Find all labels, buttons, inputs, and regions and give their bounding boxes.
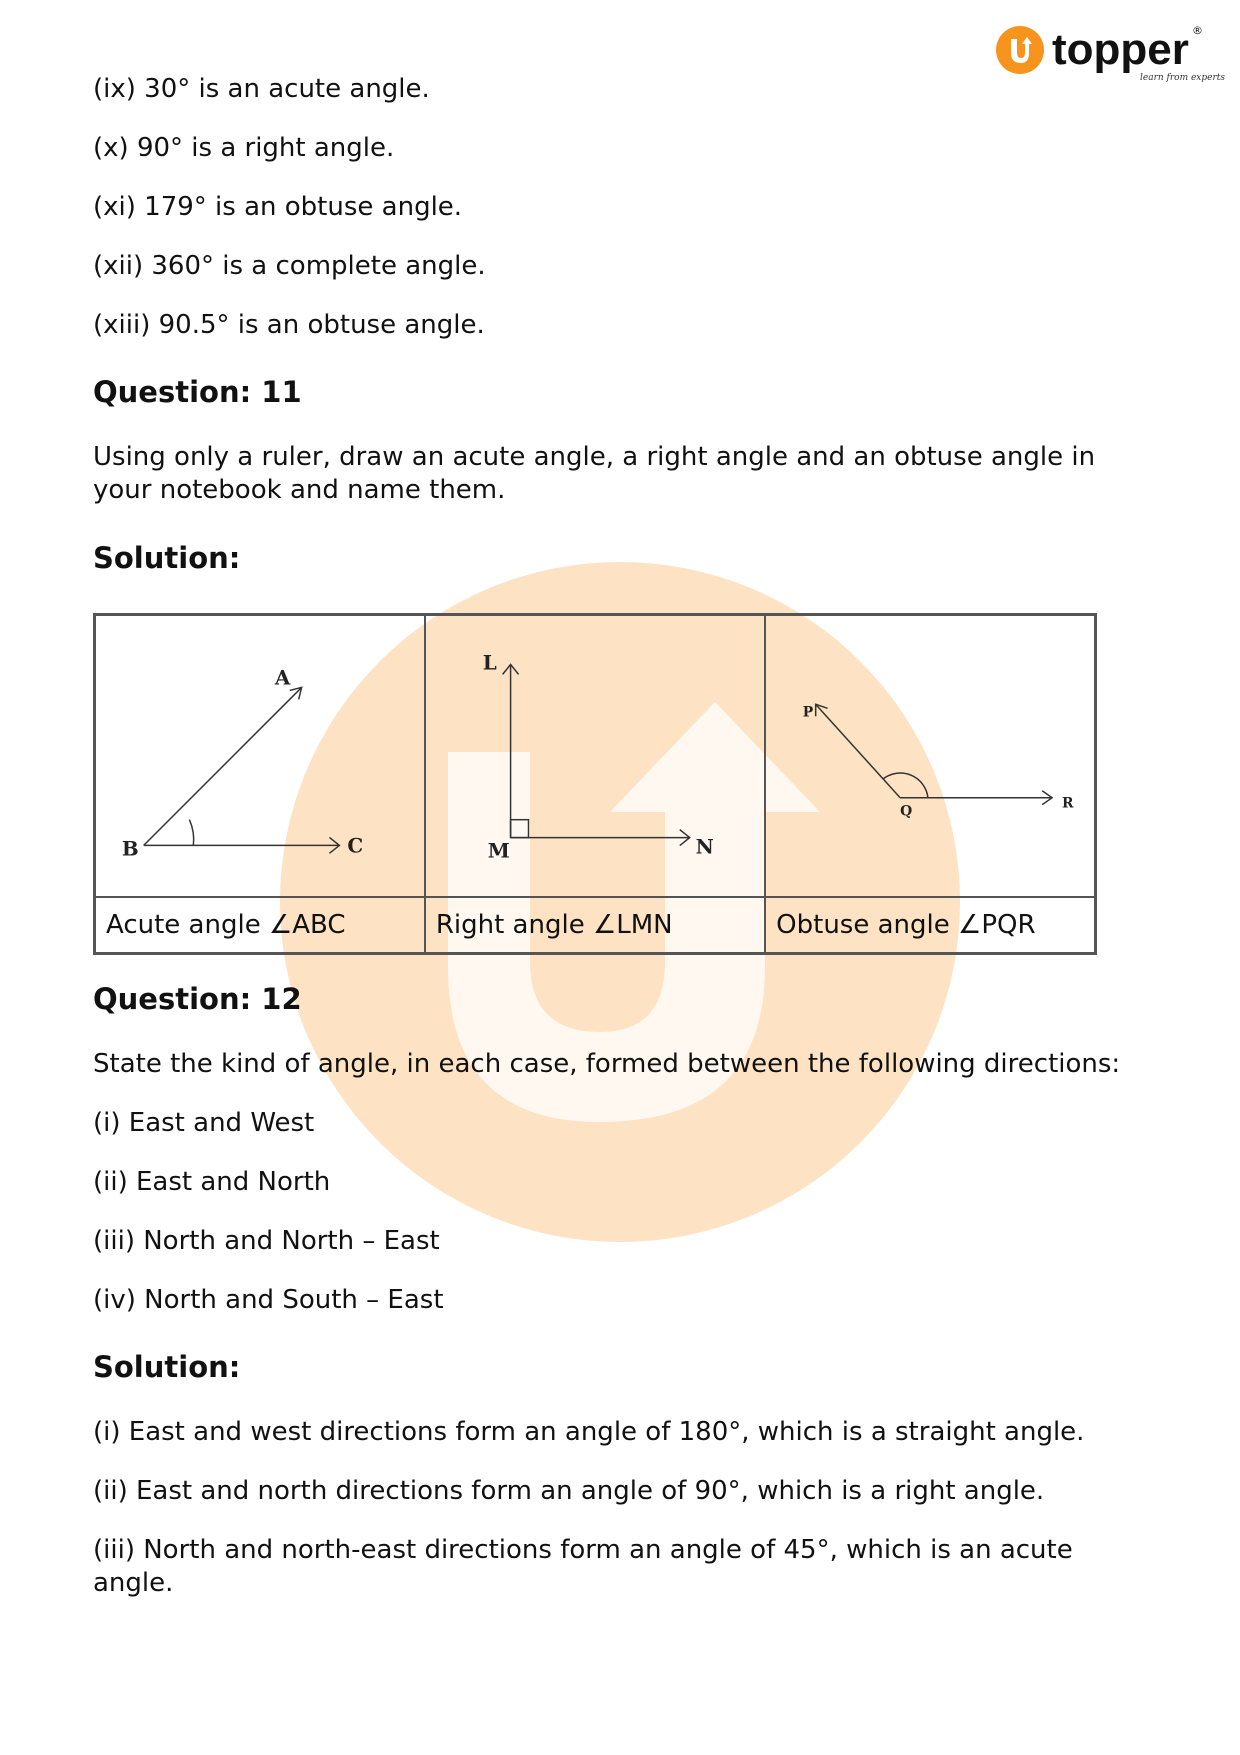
- logo-wordmark: topper: [1052, 25, 1189, 74]
- right-angle-figure: [425, 615, 765, 898]
- logo-u-icon: [996, 26, 1044, 74]
- label-n: N: [695, 834, 714, 859]
- answer-item-xii: (xii) 360° is a complete angle.: [93, 251, 486, 281]
- question-12-heading: Question: 12: [93, 982, 302, 1016]
- question-11-text: Using only a ruler, draw an acute angle, a right angle and an obtuse angle in your notebook and name them.: [93, 442, 1096, 505]
- topper-logo: [996, 22, 1226, 88]
- question-11-heading: Question: 11: [93, 375, 302, 409]
- label-c: C: [347, 833, 364, 858]
- acute-angle-caption: Acute angle ∠ABC: [95, 897, 425, 954]
- question-12-item-iv: (iv) North and South – East: [93, 1285, 444, 1315]
- solution-12-answer-iii: (iii) North and north-east directions form an angle of 45°, which is an acute angle.: [93, 1535, 1073, 1598]
- label-l: L: [482, 650, 497, 675]
- label-a: A: [274, 665, 291, 690]
- solution-12-answer-ii: (ii) East and north directions form an angle of 90°, which is a right angle.: [93, 1476, 1045, 1506]
- label-q: Q: [900, 803, 913, 820]
- obtuse-angle-figure: [765, 615, 1095, 898]
- label-b: B: [121, 836, 139, 861]
- answer-item-xi: (xi) 179° is an obtuse angle.: [93, 192, 463, 222]
- answer-item-ix: (ix) 30° is an acute angle.: [93, 74, 430, 104]
- question-12-text: State the kind of angle, in each case, formed between the following directions:: [93, 1049, 1121, 1079]
- question-12-item-i: (i) East and West: [93, 1108, 315, 1138]
- label-p: P: [802, 704, 814, 721]
- obtuse-angle-caption: Obtuse angle ∠PQR: [765, 897, 1095, 954]
- obtuse-angle-diagram: [766, 616, 1094, 896]
- angles-table: [93, 613, 1097, 955]
- answer-item-xiii: (xiii) 90.5° is an obtuse angle.: [93, 310, 485, 340]
- solution-11-heading: Solution:: [93, 541, 241, 575]
- logo-tagline: learn from experts: [1140, 73, 1226, 83]
- question-12-item-iii: (iii) North and North – East: [93, 1226, 440, 1256]
- acute-angle-figure: [95, 615, 425, 898]
- label-m: M: [487, 838, 510, 863]
- label-r: R: [1062, 795, 1074, 812]
- acute-angle-diagram: [96, 616, 424, 896]
- right-angle-caption: Right angle ∠LMN: [425, 897, 765, 954]
- answer-item-x: (x) 90° is a right angle.: [93, 133, 395, 163]
- question-12-item-ii: (ii) East and North: [93, 1167, 331, 1197]
- solution-12-answer-i: (i) East and west directions form an angle of 180°, which is a straight angle.: [93, 1417, 1085, 1447]
- logo-registered: ®: [1192, 24, 1203, 37]
- right-angle-diagram: [426, 616, 764, 896]
- solution-12-heading: Solution:: [93, 1350, 241, 1384]
